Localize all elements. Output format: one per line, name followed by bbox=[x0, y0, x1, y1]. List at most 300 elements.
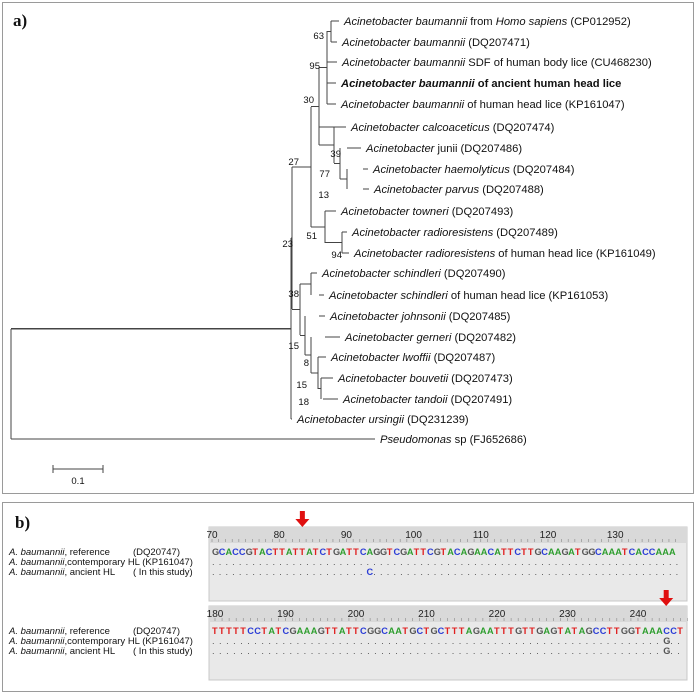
sequence-base: . bbox=[353, 636, 356, 646]
sequence-base: . bbox=[423, 646, 427, 656]
sequence-base: . bbox=[272, 567, 276, 577]
sequence-base: T bbox=[386, 547, 393, 557]
sequence-base: A bbox=[655, 547, 663, 557]
sequence-base: . bbox=[447, 557, 450, 567]
taxon-accession: (CP012952) bbox=[567, 16, 631, 28]
sequence-base: . bbox=[360, 646, 363, 656]
sequence-base: . bbox=[285, 557, 289, 567]
bootstrap-value: 15 bbox=[288, 341, 299, 352]
sequence-base: G bbox=[627, 626, 636, 636]
sequence-base: . bbox=[282, 646, 286, 656]
sequence-base: . bbox=[601, 557, 605, 567]
sequence-base: . bbox=[437, 636, 441, 646]
sequence-base: T bbox=[292, 547, 299, 557]
sequence-base: . bbox=[628, 557, 632, 567]
sequence-base: . bbox=[247, 646, 250, 656]
row-desc: ,contemporary HL (KP161047) bbox=[64, 557, 193, 568]
sequence-base: . bbox=[458, 636, 462, 646]
taxon-label bbox=[329, 311, 511, 323]
sequence-base: . bbox=[627, 646, 631, 656]
sequence-base: T bbox=[324, 626, 331, 636]
sequence-base: . bbox=[388, 636, 391, 646]
sequence-base: . bbox=[226, 636, 229, 646]
sequence-base: G bbox=[289, 626, 297, 636]
sequence-base: . bbox=[578, 646, 582, 656]
sequence-base: T bbox=[233, 626, 239, 636]
sequence-base: C bbox=[541, 547, 548, 557]
sequence-base: . bbox=[345, 636, 349, 646]
sequence-base: . bbox=[501, 646, 504, 656]
sequence-base: . bbox=[494, 636, 497, 646]
sequence-base: . bbox=[635, 567, 638, 577]
sequence-base: . bbox=[317, 646, 321, 656]
sequence-row-name bbox=[8, 567, 115, 578]
sequence-base: . bbox=[585, 636, 589, 646]
sequence-base: . bbox=[514, 557, 517, 567]
taxon-label bbox=[341, 57, 652, 69]
sequence-base: . bbox=[353, 646, 356, 656]
sequence-base: G bbox=[588, 547, 596, 557]
ruler-number: 210 bbox=[418, 609, 435, 620]
sequence-base: C bbox=[360, 626, 367, 636]
sequence-base: . bbox=[677, 646, 680, 656]
sequence-base: C bbox=[232, 547, 239, 557]
sequence-base: . bbox=[465, 636, 469, 646]
sequence-base: . bbox=[480, 567, 484, 577]
sequence-base: . bbox=[642, 646, 645, 656]
sequence-base: . bbox=[339, 567, 343, 577]
taxon-detail: of human head lice (KP161049) bbox=[495, 248, 656, 260]
sequence-base: . bbox=[225, 557, 229, 567]
sequence-base: . bbox=[312, 567, 316, 577]
row-desc: ,contemporary HL (KP161047) bbox=[64, 636, 193, 647]
sequence-base: . bbox=[245, 557, 249, 567]
sequence-base: C bbox=[487, 547, 495, 557]
taxon-label bbox=[342, 394, 512, 406]
panel-a-phylogenetic-tree bbox=[2, 2, 694, 494]
sequence-base: A bbox=[339, 547, 347, 557]
taxon-label bbox=[351, 227, 558, 239]
sequence-base: . bbox=[218, 567, 222, 577]
bootstrap-value: 77 bbox=[319, 169, 330, 180]
sequence-base: . bbox=[218, 557, 222, 567]
sequence-base: . bbox=[310, 636, 314, 646]
sequence-base: . bbox=[522, 636, 525, 646]
sequence-base: . bbox=[543, 636, 546, 646]
sequence-base: . bbox=[430, 646, 434, 656]
row-species: A. baumannii bbox=[9, 557, 65, 568]
sequence-base: . bbox=[635, 636, 638, 646]
sequence-base: . bbox=[393, 557, 397, 567]
panel-b-sequence-alignment bbox=[2, 502, 694, 692]
sequence-base: T bbox=[527, 547, 534, 557]
sequence-base: . bbox=[380, 567, 383, 577]
sequence-base: . bbox=[453, 557, 457, 567]
sequence-base: T bbox=[275, 626, 282, 636]
sequence-base: . bbox=[265, 567, 269, 577]
sequence-base: . bbox=[527, 567, 531, 577]
sequence-base: . bbox=[427, 557, 430, 567]
sequence-base: A bbox=[303, 626, 311, 636]
sequence-base: . bbox=[338, 646, 342, 656]
taxon-genus: Acinetobacter parvus bbox=[374, 184, 480, 196]
taxon-genus: Acinetobacter calcoaceticus bbox=[351, 122, 490, 134]
sequence-base: . bbox=[479, 636, 483, 646]
ruler-number: 80 bbox=[273, 530, 285, 541]
sequence-base: . bbox=[581, 567, 585, 577]
ruler-number: 110 bbox=[472, 530, 489, 541]
bootstrap-value: 27 bbox=[288, 157, 299, 168]
ruler-number: 230 bbox=[559, 609, 576, 620]
sequence-base: A bbox=[474, 547, 481, 557]
sequence-base: . bbox=[564, 636, 568, 646]
sequence-base: T bbox=[413, 547, 420, 557]
sequence-base: . bbox=[548, 557, 551, 567]
sequence-base: T bbox=[219, 626, 225, 636]
bootstrap-value: 63 bbox=[313, 31, 324, 42]
bootstrap-value: 8 bbox=[303, 358, 309, 369]
sequence-base: . bbox=[374, 646, 377, 656]
sequence-base: . bbox=[238, 567, 242, 577]
taxon-genus: Acinetobacter lwoffii bbox=[331, 352, 431, 364]
sequence-base: . bbox=[303, 636, 307, 646]
taxon-detail: (DQ207487) bbox=[430, 352, 496, 364]
sequence-base: . bbox=[568, 557, 571, 567]
sequence-base: A bbox=[649, 626, 656, 636]
sequence-base: G bbox=[433, 547, 441, 557]
sequence-base: . bbox=[402, 646, 405, 656]
taxon-genus: Acinetobacter bouvetii bbox=[338, 373, 449, 385]
sequence-base: . bbox=[393, 567, 397, 577]
sequence-base: . bbox=[252, 557, 255, 567]
sequence-base: . bbox=[416, 646, 420, 656]
sequence-base: . bbox=[635, 646, 638, 656]
sequence-base: . bbox=[447, 567, 450, 577]
sequence-base: . bbox=[374, 636, 377, 646]
sequence-base: . bbox=[561, 557, 565, 567]
sequence-base: T bbox=[420, 547, 426, 557]
sequence-base: . bbox=[420, 557, 423, 567]
sequence-base: . bbox=[467, 557, 470, 567]
taxon-label bbox=[341, 37, 530, 49]
sequence-base: . bbox=[381, 646, 384, 656]
taxon-genus: Acinetobacter ursingii bbox=[297, 414, 404, 426]
sequence-base: . bbox=[606, 636, 610, 646]
sequence-base: . bbox=[324, 646, 328, 656]
sequence-base: . bbox=[272, 557, 276, 567]
sequence-base: T bbox=[606, 626, 613, 636]
sequence-base: . bbox=[635, 557, 638, 567]
ruler-number: 100 bbox=[405, 530, 422, 541]
sequence-base: C bbox=[628, 547, 636, 557]
bootstrap-value: 15 bbox=[296, 380, 307, 391]
sequence-base: . bbox=[312, 557, 316, 567]
ruler-number: 240 bbox=[629, 609, 647, 620]
sequence-base: . bbox=[656, 646, 659, 656]
sequence-base: . bbox=[268, 636, 271, 646]
sequence-base: . bbox=[386, 567, 390, 577]
sequence-base: . bbox=[521, 567, 524, 577]
sequence-base: . bbox=[420, 567, 423, 577]
sequence-base: T bbox=[500, 547, 507, 557]
row-desc: , ancient HL bbox=[64, 567, 116, 578]
ruler-number: 190 bbox=[277, 609, 294, 620]
sequence-base: C bbox=[247, 626, 254, 636]
row-accession: ( In this study) bbox=[133, 646, 193, 657]
sequence-base: . bbox=[574, 557, 578, 567]
sequence-base: G bbox=[663, 646, 671, 656]
sequence-base: . bbox=[409, 636, 412, 646]
sequence-base: A bbox=[635, 547, 643, 557]
sequence-base: T bbox=[423, 626, 430, 636]
taxon-genus: Acinetobacter baumannii bbox=[341, 78, 475, 90]
row-accession: (DQ20747) bbox=[133, 626, 180, 637]
taxon-detail: (DQ207474) bbox=[489, 122, 555, 134]
taxon-label bbox=[340, 99, 625, 111]
sequence-base: . bbox=[649, 636, 652, 646]
sequence-base: T bbox=[252, 547, 258, 557]
sequence-base: . bbox=[480, 557, 484, 567]
taxon-genus: Acinetobacter schindleri bbox=[329, 290, 448, 302]
sequence-base: T bbox=[521, 547, 527, 557]
bootstrap-value: 95 bbox=[309, 61, 320, 72]
sequence-base: G bbox=[472, 626, 481, 636]
sequence-base: . bbox=[395, 646, 398, 656]
sequence-base: . bbox=[440, 567, 444, 577]
sequence-base: . bbox=[608, 567, 612, 577]
sequence-base: . bbox=[296, 636, 300, 646]
sequence-base: . bbox=[592, 646, 596, 656]
sequence-base: A bbox=[543, 626, 550, 636]
taxon-detail: of ancient human head lice bbox=[474, 78, 622, 90]
sequence-base: . bbox=[662, 567, 665, 577]
sequence-base: . bbox=[247, 636, 250, 646]
sequence-base: . bbox=[359, 567, 363, 577]
sequence-base: A bbox=[225, 547, 233, 557]
sequence-base: C bbox=[595, 547, 602, 557]
sequence-base: . bbox=[324, 636, 328, 646]
sequence-base: A bbox=[494, 547, 501, 557]
sequence-base: . bbox=[373, 557, 376, 567]
taxon-detail: of human head lice (KP161047) bbox=[464, 99, 625, 111]
taxon-genus: Acinetobacter haemolyticus bbox=[373, 164, 510, 176]
sequence-base: . bbox=[346, 557, 349, 567]
sequence-base: C bbox=[381, 626, 388, 636]
row-accession: (DQ20747) bbox=[133, 547, 180, 558]
sequence-base: T bbox=[226, 626, 232, 636]
sequence-base: . bbox=[282, 636, 286, 646]
sequence-base: T bbox=[440, 547, 447, 557]
sequence-base: G bbox=[534, 547, 542, 557]
sequence-base: . bbox=[508, 636, 511, 646]
sequence-base: . bbox=[571, 646, 575, 656]
sequence-base: C bbox=[642, 547, 649, 557]
sequence-base: . bbox=[346, 567, 349, 577]
sequence-base: A bbox=[668, 547, 676, 557]
sequence-base: T bbox=[279, 547, 285, 557]
sequence-base: T bbox=[331, 626, 338, 636]
taxon-genus: Acinetobacter baumannii bbox=[342, 37, 466, 49]
sequence-base: G bbox=[400, 547, 408, 557]
sequence-base: C bbox=[592, 626, 600, 636]
sequence-base: T bbox=[326, 547, 332, 557]
sequence-base: T bbox=[312, 547, 319, 557]
sequence-base: . bbox=[534, 557, 538, 567]
sequence-base: . bbox=[655, 557, 659, 567]
row-species: A. baumannii bbox=[9, 547, 65, 558]
sequence-base: . bbox=[554, 567, 558, 577]
sequence-base: . bbox=[451, 646, 455, 656]
sequence-base: T bbox=[240, 626, 246, 636]
row-desc: , reference bbox=[64, 626, 110, 637]
bootstrap-value: 51 bbox=[306, 231, 317, 242]
sequence-base: . bbox=[299, 567, 302, 577]
sequence-base: . bbox=[581, 557, 585, 567]
sequence-base: . bbox=[319, 557, 323, 567]
taxon-host: Homo sapiens bbox=[495, 16, 568, 28]
sequence-base: . bbox=[212, 646, 215, 656]
sequence-base: T bbox=[402, 626, 408, 636]
sequence-base: . bbox=[292, 567, 296, 577]
sequence-base: . bbox=[296, 646, 300, 656]
sequence-base: . bbox=[554, 557, 558, 567]
sequence-base: . bbox=[521, 557, 524, 567]
sequence-base: . bbox=[416, 636, 420, 646]
sequence-base: C bbox=[393, 547, 401, 557]
sequence-base: . bbox=[433, 567, 437, 577]
bootstrap-value: 38 bbox=[288, 289, 299, 300]
sequence-base: . bbox=[303, 646, 307, 656]
sequence-base: G bbox=[581, 547, 589, 557]
taxon-genus: Acinetobacter bbox=[366, 143, 435, 155]
taxon-detail: from bbox=[467, 16, 496, 28]
sequence-base: A bbox=[395, 626, 402, 636]
sequence-base: . bbox=[494, 567, 497, 577]
taxon-detail: (DQ231239) bbox=[403, 414, 469, 426]
sequence-base: T bbox=[574, 547, 581, 557]
sequence-base: . bbox=[406, 557, 410, 567]
taxon-genus: Acinetobacter schindleri bbox=[322, 268, 441, 280]
sequence-base: A bbox=[608, 547, 616, 557]
sequence-base: . bbox=[437, 646, 441, 656]
sequence-base: G bbox=[367, 626, 375, 636]
sequence-base: . bbox=[472, 636, 476, 646]
sequence-base: A bbox=[656, 626, 663, 636]
sequence-base: . bbox=[451, 636, 455, 646]
sequence-base: A bbox=[465, 626, 473, 636]
sequence-base: . bbox=[254, 646, 257, 656]
sequence-base: G bbox=[536, 626, 544, 636]
sequence-base: . bbox=[458, 646, 462, 656]
sequence-base: . bbox=[460, 557, 464, 567]
sequence-base: . bbox=[548, 567, 551, 577]
sequence-row-name bbox=[8, 646, 115, 657]
sequence-base: T bbox=[458, 626, 465, 636]
sequence-base: . bbox=[534, 567, 538, 577]
sequence-base: . bbox=[366, 557, 370, 567]
taxon-detail: (DQ207473) bbox=[448, 373, 513, 385]
sequence-base: . bbox=[529, 636, 532, 646]
taxon-detail: (DQ207491) bbox=[447, 394, 513, 406]
sequence-base: A bbox=[564, 626, 572, 636]
sequence-base: . bbox=[240, 636, 243, 646]
sequence-base: A bbox=[662, 547, 669, 557]
sequence-base: . bbox=[670, 646, 673, 656]
mutation-arrow-shaft bbox=[300, 511, 305, 519]
sequence-base: A bbox=[285, 547, 293, 557]
taxon-label bbox=[373, 184, 544, 196]
tree-branches bbox=[11, 21, 375, 473]
sequence-base: . bbox=[550, 636, 553, 646]
sequence-base: G bbox=[332, 547, 341, 557]
sequence-base: . bbox=[395, 636, 398, 646]
sequence-base: . bbox=[212, 636, 215, 646]
sequence-base: . bbox=[479, 646, 483, 656]
sequence-base: T bbox=[494, 626, 500, 636]
sequence-base: . bbox=[588, 557, 591, 567]
sequence-base: . bbox=[440, 557, 444, 567]
taxon-label bbox=[372, 164, 575, 176]
sequence-base: T bbox=[522, 626, 528, 636]
sequence-base: . bbox=[339, 557, 343, 567]
bootstrap-value: 94 bbox=[331, 250, 342, 261]
taxon-label bbox=[380, 434, 527, 446]
sequence-base: . bbox=[275, 646, 279, 656]
sequence-base: . bbox=[550, 646, 553, 656]
scale-bar-label: 0.1 bbox=[71, 476, 85, 487]
taxon-genus: Acinetobacter johnsonii bbox=[330, 311, 446, 323]
taxon-detail: junii (DQ207486) bbox=[434, 143, 523, 155]
sequence-base: . bbox=[353, 557, 356, 567]
taxon-label bbox=[340, 78, 621, 90]
sequence-base: . bbox=[306, 567, 309, 577]
sequence-base: . bbox=[367, 636, 370, 646]
sequence-base: . bbox=[265, 557, 269, 567]
sequence-base: A bbox=[406, 547, 414, 557]
taxon-detail: (DQ207488) bbox=[479, 184, 544, 196]
phylogenetic-tree bbox=[3, 3, 693, 493]
sequence-base: T bbox=[508, 626, 514, 636]
sequence-base: . bbox=[529, 646, 532, 656]
sequence-base: . bbox=[585, 646, 589, 656]
sequence-base: . bbox=[564, 646, 568, 656]
sequence-base: . bbox=[507, 557, 511, 567]
sequence-base: . bbox=[595, 567, 598, 577]
sequence-base: C bbox=[437, 626, 445, 636]
sequence-base: . bbox=[574, 567, 578, 577]
sequence-base: A bbox=[480, 547, 488, 557]
sequence-base: . bbox=[386, 557, 390, 567]
sequence-base: C bbox=[238, 547, 246, 557]
sequence-base: G bbox=[620, 626, 629, 636]
sequence-base: A bbox=[460, 547, 468, 557]
taxon-label bbox=[328, 290, 609, 302]
sequence-base: . bbox=[232, 567, 235, 577]
sequence-base: . bbox=[279, 567, 282, 577]
sequence-base: . bbox=[406, 567, 410, 577]
sequence-base: T bbox=[571, 626, 578, 636]
ruler-number: 90 bbox=[340, 530, 352, 541]
sequence-base: . bbox=[628, 567, 632, 577]
sequence-base: C bbox=[254, 626, 261, 636]
sequence-base: . bbox=[670, 636, 673, 646]
sequence-base: T bbox=[501, 626, 507, 636]
sequence-base: . bbox=[353, 567, 356, 577]
sequence-base: C bbox=[218, 547, 226, 557]
sequence-base: G bbox=[212, 547, 220, 557]
sequence-base: C bbox=[427, 547, 434, 557]
sequence-base: . bbox=[649, 646, 652, 656]
